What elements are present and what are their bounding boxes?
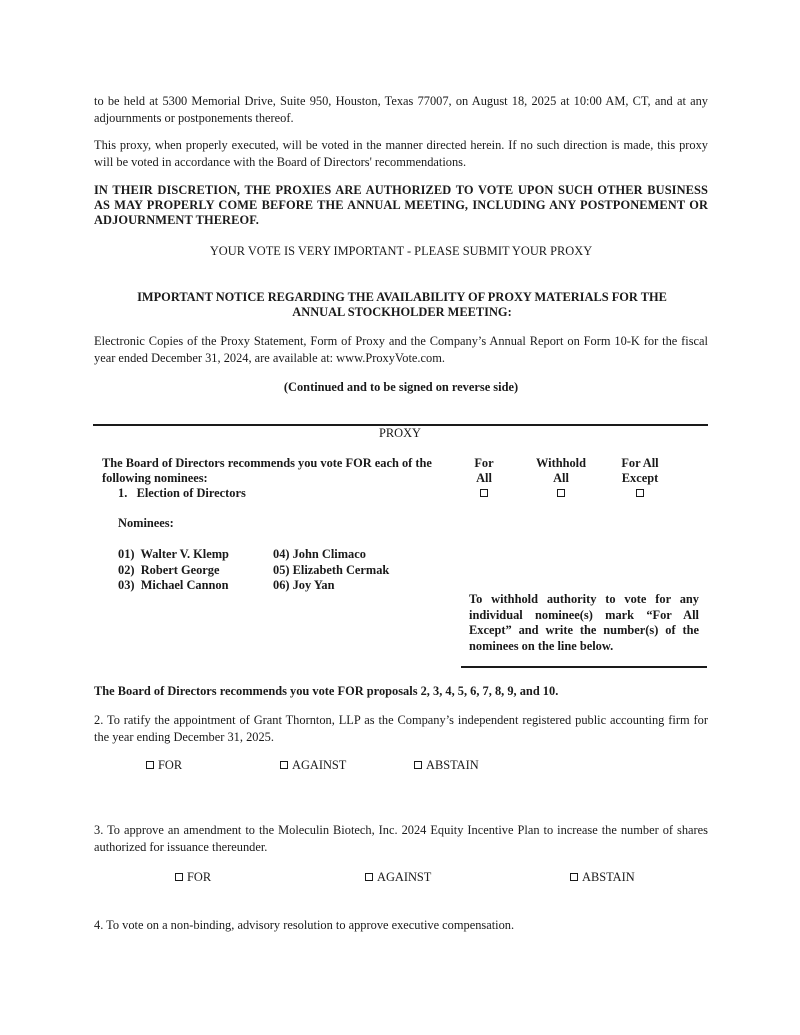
proposal-3-text: 3. To approve an amendment to the Moleculin Biotech, Inc. 2024 Equity Incentive Plan to increase the number of shares authorized for issuance thereunder.: [94, 823, 708, 854]
proxy-title: PROXY: [379, 426, 421, 440]
column-header-line1: Withhold: [535, 456, 587, 470]
option-label: FOR: [187, 870, 212, 884]
proposal-3-for[interactable]: [175, 870, 211, 885]
nominee-item: 02) Robert George: [118, 562, 220, 577]
for-all-except-checkbox[interactable]: [636, 489, 644, 497]
proposal-2-for[interactable]: [146, 758, 182, 773]
column-for-all: [462, 456, 506, 501]
proposals-recommendation: The Board of Directors recommends you vote FOR proposals 2, 3, 4, 5, 6, 7, 8, 9, and 10.: [94, 684, 559, 698]
checkbox-icon[interactable]: [365, 873, 373, 881]
nominee-item: 06) Joy Yan: [273, 578, 335, 592]
nominee-item: 04) John Climaco: [273, 547, 366, 561]
option-label: AGAINST: [377, 870, 432, 884]
checkbox-icon[interactable]: [414, 761, 422, 769]
discretion-notice: IN THEIR DISCRETION, THE PROXIES ARE AUTHORIZED TO VOTE UPON SUCH OTHER BUSINESS AS MAY PROPERLY COME BEFORE THE ANNUAL MEETING, INCLUDING ANY POSTPONEMENT OR ADJOURNMENT THEREOF.: [94, 183, 708, 227]
nominee-write-in-line[interactable]: [461, 666, 707, 668]
for-all-checkbox[interactable]: [480, 489, 488, 497]
withhold-all-checkbox[interactable]: [557, 489, 565, 497]
recommendation-line-1: The Board of Directors recommends you vote FOR each of the: [102, 456, 432, 470]
checkbox-icon[interactable]: [280, 761, 288, 769]
column-header-line2: All: [553, 471, 569, 485]
proposal-3-abstain[interactable]: [570, 870, 635, 885]
checkbox-icon[interactable]: [570, 873, 578, 881]
proposal-2-abstain[interactable]: [414, 758, 479, 773]
nominees-label: Nominees:: [118, 516, 174, 530]
column-header-line2: Except: [621, 471, 659, 485]
nominees-list-left: [118, 547, 229, 594]
nominee-recommendation: [102, 456, 432, 501]
checkbox-icon[interactable]: [175, 873, 183, 881]
option-label: ABSTAIN: [582, 870, 635, 884]
nominee-item: 05) Elizabeth Cermak: [273, 562, 390, 577]
nominee-item: 01) Walter V. Klemp: [118, 547, 229, 561]
proposal-3-against[interactable]: [365, 870, 431, 885]
column-for-all-except: [612, 456, 668, 501]
column-header-line1: For: [474, 456, 494, 470]
option-label: FOR: [158, 758, 183, 772]
proposal-4-text: 4. To vote on a non-binding, advisory resolution to approve executive compensation.: [94, 918, 515, 932]
election-item: 1. Election of Directors: [118, 486, 246, 500]
recommendation-line-2: following nominees:: [102, 471, 208, 485]
notice-heading: IMPORTANT NOTICE REGARDING THE AVAILABILITY OF PROXY MATERIALS FOR THE ANNUAL STOCKHOLDER MEETING:: [137, 290, 667, 319]
meeting-location-text: to be held at 5300 Memorial Drive, Suite 950, Houston, Texas 77007, on August 18, 2025 at 10:00 AM, CT, and at any adjournments or postponements thereof.: [94, 94, 708, 125]
column-withhold-all: [526, 456, 596, 501]
option-label: ABSTAIN: [426, 758, 479, 772]
vote-important-banner: YOUR VOTE IS VERY IMPORTANT - PLEASE SUBMIT YOUR PROXY: [209, 244, 593, 258]
nominee-item: 03) Michael Cannon: [118, 578, 229, 592]
withhold-instructions: To withhold authority to vote for any individual nominee(s) mark “For All Except” and write the number(s) of the nominees on the line below.: [469, 592, 699, 653]
electronic-copies-text: Electronic Copies of the Proxy Statement, Form of Proxy and the Company’s Annual Report on Form 10-K for the fiscal year ended December 31, 2024, are available at: www.ProxyVote.com.: [94, 334, 708, 365]
proposal-2-text: 2. To ratify the appointment of Grant Thornton, LLP as the Company’s independent registered public accounting firm for the year ending December 31, 2025.: [94, 713, 708, 744]
proposal-2-against[interactable]: [280, 758, 346, 773]
nominees-list-right: [273, 547, 389, 594]
checkbox-icon[interactable]: [146, 761, 154, 769]
continued-note: (Continued and to be signed on reverse side): [283, 380, 519, 394]
proxy-direction-text: This proxy, when properly executed, will be voted in the manner directed herein. If no such direction is made, this proxy will be voted in accordance with the Board of Directors' recommendations.: [94, 138, 708, 169]
column-header-line2: All: [476, 471, 492, 485]
column-header-line1: For All: [621, 456, 659, 470]
option-label: AGAINST: [292, 758, 347, 772]
